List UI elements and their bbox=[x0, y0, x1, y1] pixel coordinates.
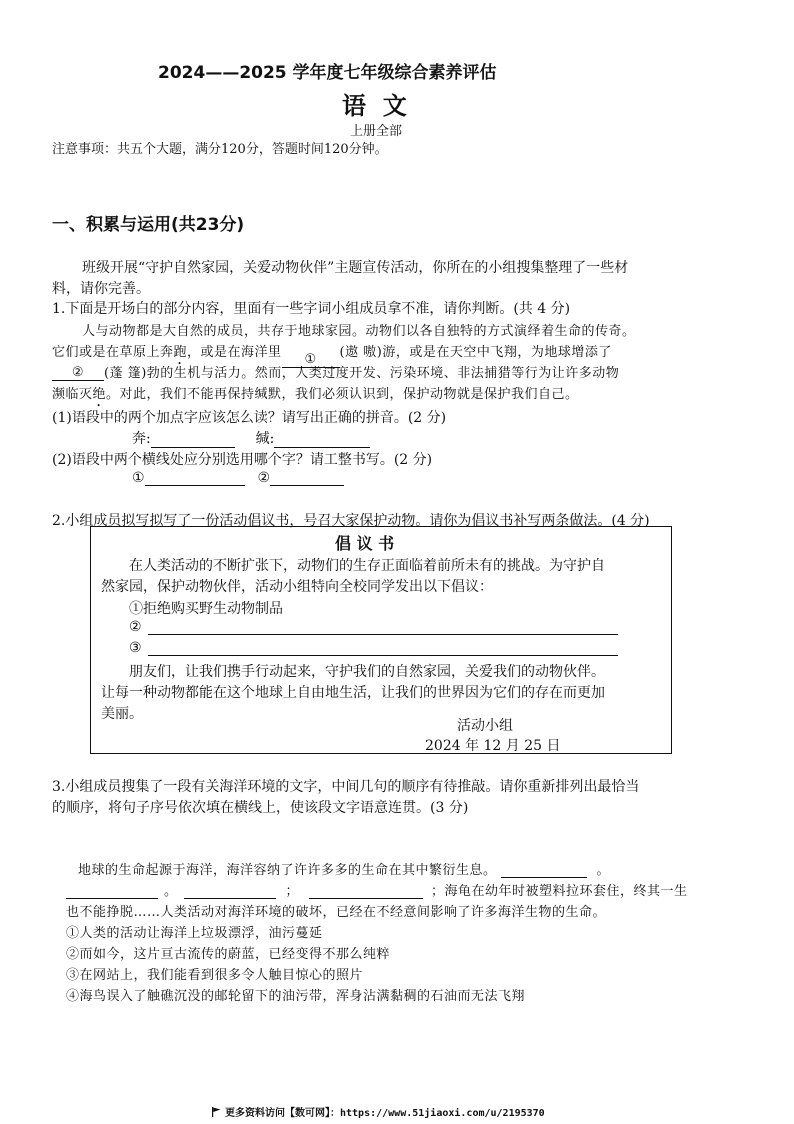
punct: ； bbox=[285, 884, 300, 899]
footer-link[interactable]: 更多资料访问【数可网】：https://www.51jiaoxi.com/u/2195370 bbox=[225, 1108, 545, 1119]
punct: 。 bbox=[596, 863, 611, 878]
proposal-answer-line-2[interactable] bbox=[148, 622, 618, 635]
q3-passage-line-2 bbox=[66, 880, 688, 899]
punct: 。 bbox=[164, 884, 178, 899]
blank-2[interactable] bbox=[52, 365, 104, 381]
order-blank-4[interactable] bbox=[309, 884, 423, 899]
proposal-answer-line-3[interactable] bbox=[148, 643, 618, 656]
dotted-char-jian: 绝 bbox=[92, 387, 107, 402]
subject-title: 语 文 bbox=[342, 91, 407, 120]
scope-text: 上册全部 bbox=[350, 124, 403, 139]
q1-passage-line-4 bbox=[52, 383, 579, 410]
passage-text: 濒临灭 bbox=[52, 387, 93, 402]
passage-text: (遨 嗷)游，或是在天空中飞翔，为地球增添了 bbox=[339, 345, 612, 360]
passage-text: (蓬 篷)勃的生机与活力。然而，人类过度开发、污染环境、非法捕猎等行为让许多动物 bbox=[104, 366, 620, 381]
blank-1-marker: ① bbox=[304, 352, 317, 367]
proposal-date: 2024 年 12 月 25 日 bbox=[425, 738, 561, 754]
dotted-char-ben: 跑 bbox=[173, 345, 188, 360]
pinyin-answer-2[interactable] bbox=[274, 433, 370, 448]
answer-label: ① bbox=[132, 470, 145, 486]
q1-passage-line-3 bbox=[52, 362, 619, 381]
char-answer-2[interactable] bbox=[270, 471, 344, 486]
q1-sub1-answers bbox=[132, 428, 370, 448]
passage-text: ，或是在海洋里 bbox=[187, 345, 282, 360]
intro-line-1: 班级开展“守护自然家园，关爱动物伙伴”主题宣传活动，你所在的小组搜集整理了一些材 bbox=[82, 260, 629, 276]
proposal-item-2 bbox=[129, 619, 618, 635]
passage-text: ；海龟在幼年时被塑料拉环套住，终其一生 bbox=[431, 884, 688, 899]
item-marker: ③ bbox=[129, 640, 142, 656]
answer-label: 奔: bbox=[132, 431, 151, 447]
proposal-para-2-line-3: 美丽。 bbox=[101, 706, 143, 722]
proposal-title: 倡 议 书 bbox=[335, 534, 395, 553]
proposal-signature: 活动小组 bbox=[457, 718, 513, 734]
flag-icon bbox=[212, 1107, 221, 1120]
proposal-item-1: ①拒绝购买野生动物制品 bbox=[129, 601, 283, 617]
q3-option-3: ③在网站上，我们能看到很多令人触目惊心的照片 bbox=[66, 968, 364, 983]
char-answer-1[interactable] bbox=[145, 471, 245, 486]
proposal-para-2-line-2: 让每一种动物都能在这个地球上自由地生活，让我们的世界因为它们的存在而更加 bbox=[101, 685, 605, 701]
blank-2-marker: ② bbox=[71, 365, 85, 380]
answer-label: 缄: bbox=[255, 431, 275, 447]
exam-title: 2024——2025 学年度七年级综合素养评估 bbox=[158, 63, 497, 83]
item-marker: ② bbox=[129, 619, 142, 635]
passage-text: 地球的生命起源于海洋，海洋容纳了许许多多的生命在其中繁衍生息。 bbox=[78, 863, 497, 878]
q3-passage-line-3: 也不能挣脱……人类活动对海洋环境的破坏，已经在不经意间影响了许多海洋生物的生命。 bbox=[66, 905, 607, 920]
q1-stem: 1.下面是开场白的部分内容，里面有一些字词小组成员拿不准，请你判断。(共 4 分) bbox=[52, 301, 571, 317]
order-blank-1[interactable] bbox=[501, 863, 587, 878]
pinyin-answer-1[interactable] bbox=[151, 433, 235, 448]
q1-passage-line-1: 人与动物都是大自然的成员，共存于地球家园。动物们以各自独特的方式演绎着生命的传奇。 bbox=[82, 324, 636, 339]
order-blank-2[interactable] bbox=[66, 884, 158, 899]
proposal-para-1-line-1: 在人类活动的不断扩张下，动物们的生存正面临着前所未有的挑战。为守护自 bbox=[129, 558, 605, 574]
passage-text: 它们或是在草原上奔 bbox=[52, 345, 174, 360]
q1-sub1: (1)语段中的两个加点字应该怎么读？请写出正确的拼音。(2 分) bbox=[52, 410, 447, 426]
q2-stem: 2.小组成员拟写拟写了一份活动倡议书，号召大家保护动物。请你为倡议书补写两条做法。(4 分) bbox=[52, 513, 650, 529]
q3-option-4: ④海鸟误入了触礁沉没的邮轮留下的油污带，浑身沾满黏稠的石油而无法飞翔 bbox=[66, 989, 526, 1004]
notice-text: 注意事项：共五个大题，满分120分，答题时间120分钟。 bbox=[52, 142, 388, 157]
answer-label: ② bbox=[257, 470, 271, 486]
proposal-para-2-line-1: 朋友们，让我们携手行动起来，守护我们的自然家园，关爱我们的动物伙伴。 bbox=[129, 664, 605, 680]
proposal-box bbox=[90, 526, 672, 754]
passage-text: 。对此，我们不能再保持缄默，我们必须认识到，保护动物就是保护我们自己。 bbox=[106, 387, 579, 402]
q3-stem-line-2: 的顺序，将句子序号依次填在横线上，使该段文字语意连贯。(3 分) bbox=[52, 800, 469, 816]
footer bbox=[212, 1104, 545, 1120]
q3-option-2: ②而如今，这片亘古流传的蔚蓝，已经变得不那么纯粹 bbox=[66, 947, 391, 962]
q1-sub2: (2)语段中两个横线处应分别选用哪个字？请工整书写。(2 分) bbox=[52, 452, 433, 468]
q3-passage-line-1 bbox=[78, 859, 610, 878]
section-heading: 一、积累与运用(共23分) bbox=[52, 215, 245, 235]
proposal-item-3 bbox=[129, 640, 618, 656]
q3-option-1: ①人类的活动让海洋上垃圾漂浮，油污蔓延 bbox=[66, 926, 323, 941]
proposal-para-1-line-2: 然家园，保护动物伙伴，活动小组特向全校同学发出以下倡议： bbox=[101, 579, 493, 595]
order-blank-3[interactable] bbox=[184, 884, 276, 899]
q1-sub2-answers bbox=[132, 470, 344, 486]
q3-stem-line-1: 3.小组成员搜集了一段有关海洋环境的文字，中间几句的顺序有待推敲。请你重新排列出最恰当 bbox=[52, 779, 640, 795]
intro-line-2: 料，请你完善。 bbox=[52, 281, 150, 297]
